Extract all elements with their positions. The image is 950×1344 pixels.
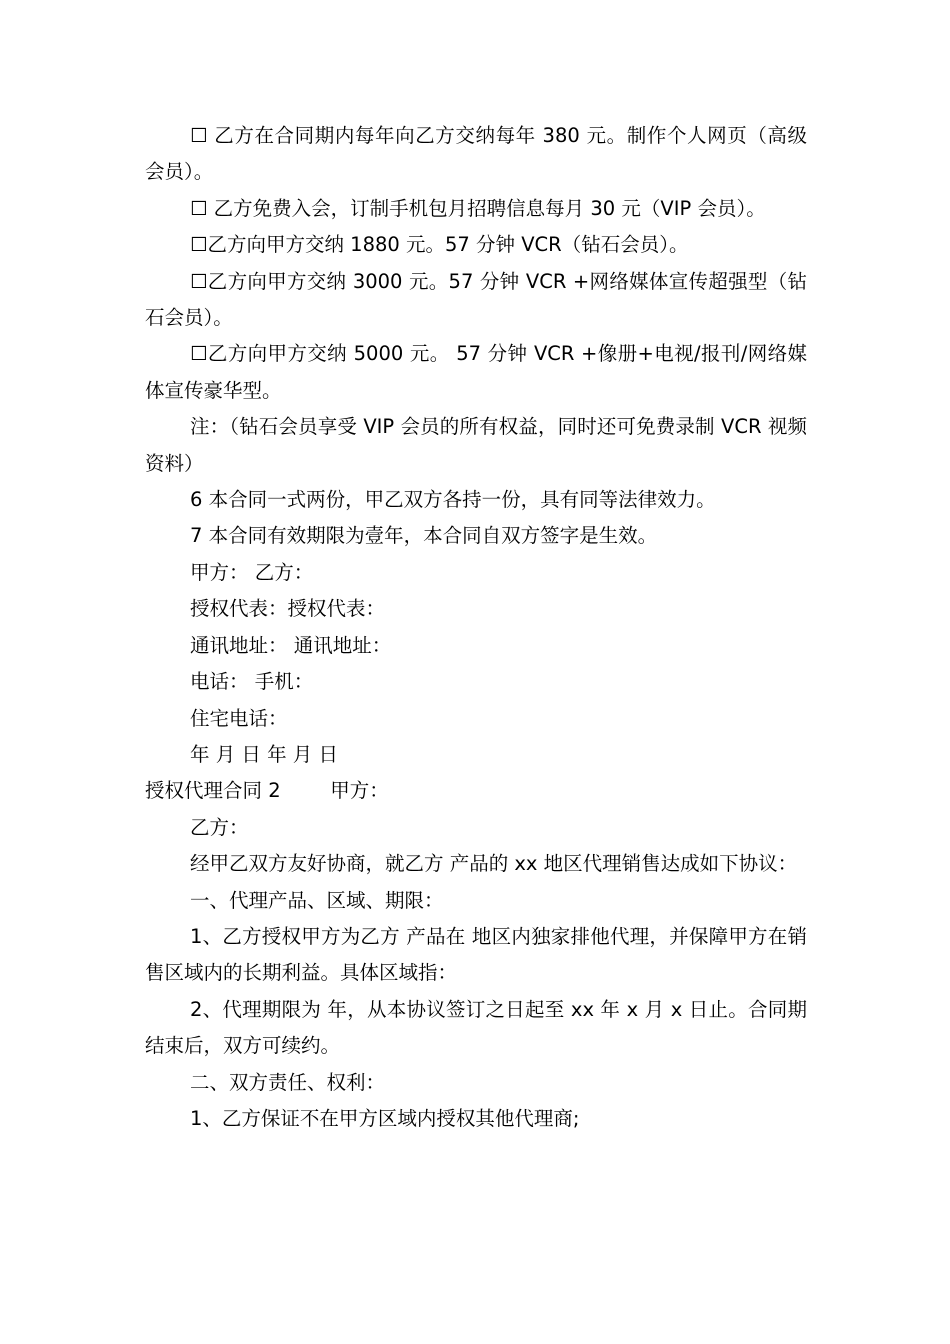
paragraph-diamond-3000: ☐乙方向甲方交纳 3000 元。57 分钟 VCR +网络媒体宣传超强型（钻石会员）。 [145, 269, 807, 330]
signature-dates: 年 月 日 年 月 日 [190, 742, 338, 766]
signature-phones: 电话： 手机： [190, 670, 314, 694]
signature-parties: 甲方： 乙方： [190, 560, 314, 584]
signature-representatives: 授权代表：授权代表： [190, 597, 386, 621]
paragraph-luxury-5000: ☐乙方向甲方交纳 5000 元。 57 分钟 VCR +像册+电视/报刊/网络媒体宣传豪华型。 [145, 342, 807, 402]
paragraph-senior-member: ☐ 乙方在合同期内每年向乙方交纳每年 380 元。制作个人网页（高级会员）。 [145, 124, 807, 184]
contract-2-party-b: 乙方： [190, 815, 249, 839]
paragraph-clause-7: 7 本合同有效期限为壹年，本合同自双方签字是生效。 [190, 524, 658, 548]
contract-2-heading: 授权代理合同 2 甲方： [145, 779, 389, 803]
paragraph-note: 注：（钻石会员享受 VIP 会员的所有权益，同时还可免费录制 VCR 视频资料） [145, 415, 807, 475]
section-2-item-1: 1、乙方保证不在甲方区域内授权其他代理商; [190, 1106, 580, 1130]
signature-addresses: 通讯地址： 通讯地址： [190, 633, 392, 657]
contract-2-preamble: 经甲乙双方友好协商，就乙方 产品的 xx 地区代理销售达成如下协议： [190, 852, 798, 876]
paragraph-vip-member: ☐ 乙方免费入会，订制手机包月招聘信息每月 30 元（VIP 会员）。 [190, 196, 766, 220]
section-1-item-2: 2、代理期限为 年，从本协议签订之日起至 xx 年 x 月 x 日止。合同期结束后，双方可续约。 [145, 997, 807, 1058]
paragraph-diamond-1880: ☐乙方向甲方交纳 1880 元。57 分钟 VCR（钻石会员）。 [190, 233, 689, 257]
paragraph-clause-6: 6 本合同一式两份，甲乙双方各持一份，具有同等法律效力。 [190, 488, 716, 512]
signature-home-phone: 住宅电话： [190, 706, 288, 730]
section-2-heading: 二、双方责任、权利： [190, 1070, 386, 1094]
section-1-item-1: 1、乙方授权甲方为乙方 产品在 地区内独家排他代理，并保障甲方在销售区域内的长期利益。具体区域指： [145, 924, 807, 985]
section-1-heading: 一、代理产品、区域、期限： [190, 888, 444, 912]
document-body [145, 118, 807, 1137]
